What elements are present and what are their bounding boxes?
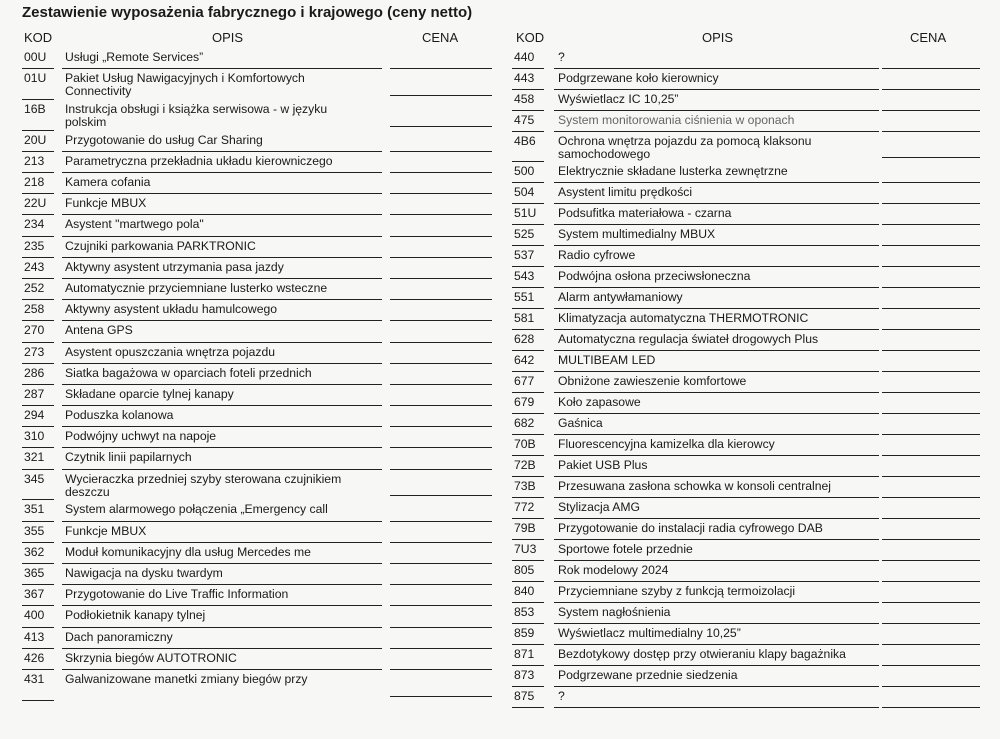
item-description: Moduł komunikacyjny dla usług Mercedes me <box>65 544 311 559</box>
item-code: 440 <box>514 50 535 64</box>
header-opis: OPIS <box>212 30 244 45</box>
item-code: 70B <box>514 437 536 452</box>
table-row <box>512 498 980 519</box>
item-code: 679 <box>514 395 535 410</box>
table-row <box>512 645 980 666</box>
item-description: ? <box>558 689 565 704</box>
table-row <box>22 606 497 627</box>
item-code: 310 <box>24 429 45 444</box>
item-code: 525 <box>514 227 535 242</box>
table-row <box>22 543 497 564</box>
table-row <box>512 687 980 708</box>
item-description: Galwanizowane manetki zmiany biegów przy <box>65 671 308 686</box>
item-code: 628 <box>514 332 535 347</box>
price-underline <box>390 495 492 496</box>
item-description: Czujniki parkowania PARKTRONIC <box>65 238 256 253</box>
table-row <box>22 194 497 215</box>
table-row <box>512 111 980 132</box>
table-row <box>512 351 980 372</box>
item-description: Bezdotykowy dostęp przy otwieraniu klapy bagażnika <box>558 647 846 662</box>
item-description: Pakiet USB Plus <box>558 458 648 473</box>
header-kod: KOD <box>516 30 545 45</box>
item-description: Funkcje MBUX <box>65 196 147 211</box>
item-code: 365 <box>24 565 45 580</box>
table-row <box>22 448 497 469</box>
item-code: 581 <box>514 311 535 326</box>
item-code: 413 <box>24 629 45 644</box>
item-description: Podgrzewane przednie siedzenia <box>558 668 738 683</box>
item-code: 16B <box>24 101 46 116</box>
table-row <box>22 300 497 321</box>
table-row <box>22 470 497 501</box>
equipment-list-left <box>22 48 497 701</box>
table-row <box>22 69 497 100</box>
table-row <box>512 162 980 183</box>
table-row <box>22 649 497 670</box>
equipment-list-right <box>512 48 980 708</box>
table-row <box>512 603 980 624</box>
table-row <box>512 69 980 90</box>
item-description: Klimatyzacja automatyczna THERMOTRONIC <box>558 311 809 326</box>
item-code: 458 <box>514 92 535 106</box>
item-description: Siatka bagażowa w oparciach foteli przednich <box>65 365 312 380</box>
item-code: 213 <box>24 153 45 168</box>
table-row <box>512 48 980 69</box>
item-description: Kamera cofania <box>65 175 151 190</box>
table-row <box>22 406 497 427</box>
price-underline <box>390 696 492 697</box>
header-opis: OPIS <box>702 30 734 45</box>
item-description: Nawigacja na dysku twardym <box>65 565 223 580</box>
item-code: 345 <box>24 471 45 486</box>
table-row <box>22 48 497 69</box>
table-row <box>22 628 497 649</box>
item-description: System alarmowego połączenia „Emergency call <box>65 502 328 517</box>
item-description: MULTIBEAM LED <box>558 353 656 368</box>
table-row <box>512 666 980 687</box>
item-description: System multimedialny MBUX <box>558 227 716 242</box>
item-description: Gaśnica <box>558 416 603 431</box>
item-code: 258 <box>24 302 45 317</box>
item-code: 853 <box>514 605 535 620</box>
table-row <box>22 237 497 258</box>
table-row <box>22 100 497 131</box>
item-description: Przesuwana zasłona schowka w konsoli centralnej <box>558 479 832 494</box>
table-row <box>22 173 497 194</box>
item-description: Dach panoramiczny <box>65 629 173 644</box>
item-description: Fluorescencyjna kamizelka dla kierowcy <box>558 437 775 452</box>
price-underline <box>882 157 980 158</box>
item-description: Funkcje MBUX <box>65 523 147 538</box>
item-code: 431 <box>24 671 45 686</box>
item-code: 677 <box>514 374 535 389</box>
item-description: Parametryczna przekładnia układu kierowniczego <box>65 153 333 168</box>
table-row <box>512 477 980 498</box>
table-row <box>512 561 980 582</box>
item-code: 22U <box>24 196 47 211</box>
item-description: Radio cyfrowe <box>558 248 636 263</box>
item-code: 4B6 <box>514 134 536 148</box>
item-description: Podwójna osłona przeciwsłoneczna <box>558 269 751 284</box>
item-description: Asystent opuszczania wnętrza pojazdu <box>65 344 276 359</box>
table-row <box>512 414 980 435</box>
item-description: Obniżone zawieszenie komfortowe <box>558 374 747 389</box>
item-code: 20U <box>24 132 47 147</box>
item-code: 218 <box>24 175 45 190</box>
right-column <box>512 28 980 708</box>
item-code: 551 <box>514 290 535 305</box>
item-description: Przygotowanie do usług Car Sharing <box>65 132 263 147</box>
item-code: 500 <box>514 164 535 179</box>
item-code: 367 <box>24 587 45 602</box>
table-row <box>22 131 497 152</box>
item-description: Asystent limitu prędkości <box>558 185 693 200</box>
item-description: Wyświetlacz IC 10,25” <box>558 92 679 106</box>
item-code: 294 <box>24 408 45 423</box>
item-code: 805 <box>514 563 535 578</box>
item-code: 252 <box>24 280 45 295</box>
item-description: Elektrycznie składane lusterka zewnętrzne <box>558 164 788 179</box>
item-description: System nagłośnienia <box>558 605 671 620</box>
item-code: 504 <box>514 185 535 200</box>
code-underline <box>512 707 544 708</box>
code-underline <box>22 700 54 701</box>
table-row <box>512 225 980 246</box>
item-code: 443 <box>514 71 535 85</box>
item-description: Skrzynia biegów AUTOTRONIC <box>65 650 237 665</box>
item-description: Alarm antywłamaniowy <box>558 290 683 305</box>
table-row <box>512 132 980 162</box>
item-description: Pakiet Usług Nawigacyjnych i Komfortowych Connectivity <box>65 71 305 99</box>
table-row <box>22 427 497 448</box>
item-description: Przyciemniane szyby z funkcją termoizolacji <box>558 584 796 599</box>
table-row <box>22 522 497 543</box>
table-row <box>512 582 980 603</box>
price-underline <box>882 707 980 708</box>
item-description: Przygotowanie do Live Traffic Information <box>65 587 289 602</box>
item-description: Antena GPS <box>65 323 133 338</box>
price-underline <box>390 95 492 96</box>
item-code: 79B <box>514 521 536 536</box>
item-description: Poduszka kolanowa <box>65 408 174 423</box>
table-row <box>22 321 497 342</box>
table-row <box>22 385 497 406</box>
table-row <box>512 204 980 225</box>
table-row <box>22 564 497 585</box>
item-description: ? <box>558 50 565 64</box>
item-description: Składane oparcie tylnej kanapy <box>65 386 234 401</box>
item-description: Koło zapasowe <box>558 395 641 410</box>
item-code: 234 <box>24 217 45 232</box>
item-description: Wyświetlacz multimedialny 10,25” <box>558 626 741 641</box>
item-code: 235 <box>24 238 45 253</box>
table-row <box>22 279 497 300</box>
item-code: 51U <box>514 206 537 221</box>
item-code: 273 <box>24 344 45 359</box>
table-row <box>512 330 980 351</box>
item-code: 772 <box>514 500 535 515</box>
item-code: 537 <box>514 248 535 263</box>
item-code: 73B <box>514 479 536 494</box>
item-description: Ochrona wnętrza pojazdu za pomocą klaksonu samochodowego <box>558 134 812 161</box>
item-description: Podsufitka materiałowa - czarna <box>558 206 732 221</box>
table-row <box>22 585 497 606</box>
table-header <box>22 28 497 48</box>
item-description: Wycieraczka przedniej szyby sterowana czujnikiem deszczu <box>65 471 342 499</box>
table-row <box>512 456 980 477</box>
item-code: 543 <box>514 269 535 284</box>
table-row <box>22 215 497 236</box>
item-code: 642 <box>514 353 535 368</box>
item-code: 286 <box>24 365 45 380</box>
item-code: 321 <box>24 450 45 465</box>
item-code: 840 <box>514 584 535 599</box>
item-description: Stylizacja AMG <box>558 500 640 515</box>
item-description: Aktywny asystent utrzymania pasa jazdy <box>65 259 284 274</box>
item-description: Podłokietnik kanapy tylnej <box>65 608 206 623</box>
item-code: 426 <box>24 650 45 665</box>
table-row <box>512 540 980 561</box>
table-header <box>512 28 980 48</box>
price-underline <box>390 126 492 127</box>
table-row <box>22 152 497 173</box>
item-code: 7U3 <box>514 542 537 557</box>
table-row <box>512 372 980 393</box>
item-code: 400 <box>24 608 45 623</box>
header-cena: CENA <box>422 30 459 45</box>
item-code: 287 <box>24 386 45 401</box>
description-underline <box>554 707 879 708</box>
table-row <box>512 246 980 267</box>
item-code: 270 <box>24 323 45 338</box>
item-code: 873 <box>514 668 535 683</box>
item-code: 01U <box>24 71 47 86</box>
item-code: 72B <box>514 458 536 473</box>
item-code: 243 <box>24 259 45 274</box>
item-description: Rok modelowy 2024 <box>558 563 669 578</box>
item-code: 682 <box>514 416 535 431</box>
table-row <box>512 393 980 414</box>
item-description: Automatyczna regulacja świateł drogowych Plus <box>558 332 819 347</box>
table-row <box>512 288 980 309</box>
item-description: Sportowe fotele przednie <box>558 542 693 557</box>
item-description: Asystent "martwego pola" <box>65 217 204 232</box>
item-code: 475 <box>514 113 535 127</box>
page-title: Zestawienie wyposażenia fabrycznego i krajowego (ceny netto) <box>22 4 473 21</box>
item-description: Instrukcja obsługi i książka serwisowa - w języku polskim <box>65 101 328 129</box>
item-description: System monitorowania ciśnienia w oponach <box>558 113 795 127</box>
table-row <box>22 500 497 521</box>
table-row <box>512 519 980 540</box>
item-code: 355 <box>24 523 45 538</box>
item-code: 871 <box>514 647 535 662</box>
table-row <box>512 267 980 288</box>
table-row <box>22 343 497 364</box>
table-row <box>512 309 980 330</box>
item-description: Automatycznie przyciemniane lusterko wsteczne <box>65 280 328 295</box>
item-description: Podwójny uchwyt na napoje <box>65 429 217 444</box>
table-row <box>512 90 980 111</box>
table-row <box>22 364 497 385</box>
header-kod: KOD <box>24 30 53 45</box>
table-row <box>512 435 980 456</box>
item-description: Podgrzewane koło kierownicy <box>558 71 719 85</box>
item-code: 00U <box>24 50 47 64</box>
item-description: Czytnik linii papilarnych <box>65 450 192 465</box>
item-code: 875 <box>514 689 535 704</box>
left-column <box>22 28 497 701</box>
item-description: Przygotowanie do instalacji radia cyfrowego DAB <box>558 521 823 536</box>
table-row <box>22 670 497 701</box>
item-code: 351 <box>24 502 45 517</box>
item-code: 362 <box>24 544 45 559</box>
table-row <box>22 258 497 279</box>
item-description: Usługi „Remote Services” <box>65 50 204 64</box>
header-cena: CENA <box>910 30 947 45</box>
item-description: Aktywny asystent układu hamulcowego <box>65 302 278 317</box>
table-row <box>512 183 980 204</box>
item-code: 859 <box>514 626 535 641</box>
table-row <box>512 624 980 645</box>
